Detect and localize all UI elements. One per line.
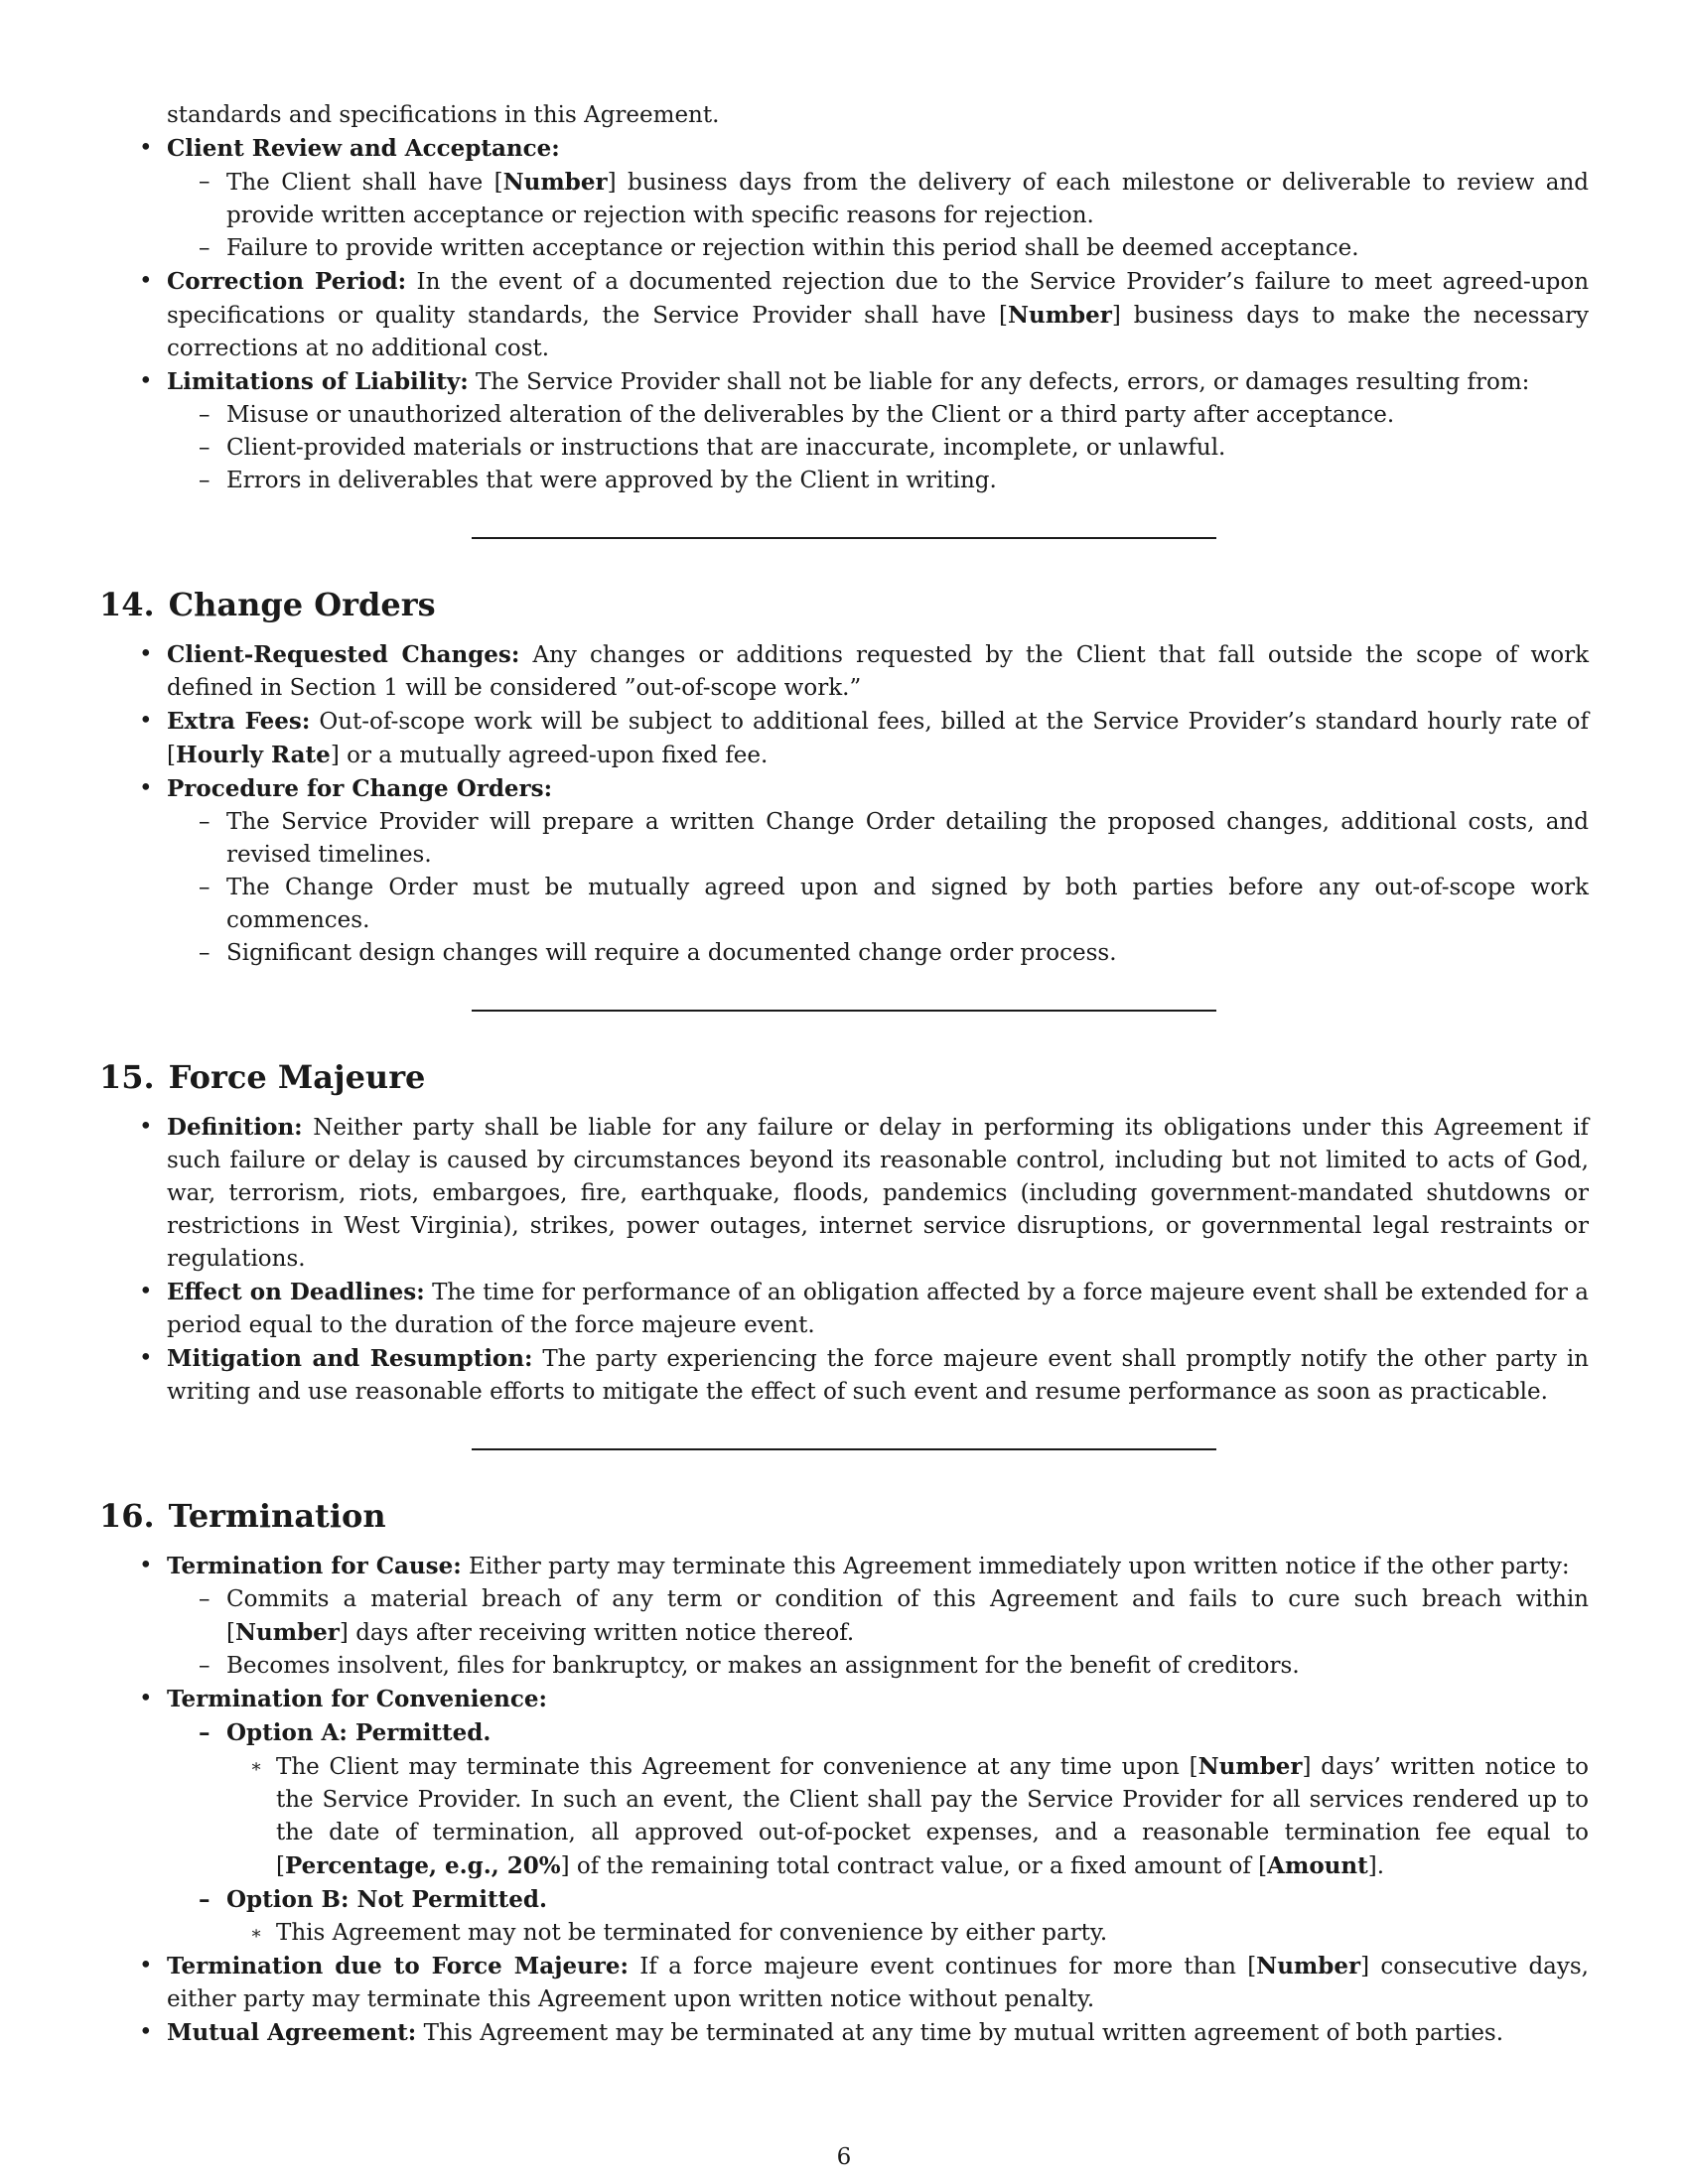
dash-icon: – [199, 1719, 211, 1746]
section-heading-termination: 16. Termination [99, 1497, 386, 1535]
sub-sub-item: ∗ The Client may terminate this Agreement for convenience at any time upon [Number] days’ written notice to the Service Provider. In such an event, the Client shall pay the Service Provider for all services rendered up to the date of termination, all approved out-of-pocket expenses, and a reasonable termination fee equal to [Percentage, e.g., 20%] of the remaining total contract value, or a fixed amount of [Amount]. [226, 1750, 1589, 1883]
sub-item: – Significant design changes will require a documented change order process. [167, 937, 1589, 970]
bullet-icon: • [139, 1345, 153, 1371]
sub-item-option-a: – Option A: Permitted. ∗ The Client may terminate this Agreement for convenience at any time upon [Number] days’ written notice to the Service Provider. In such an event, the Client shall pay the Service Provider for all services rendered up to the date of termination, all approved out-of-pocket expenses, and a reasonable termination fee equal to [Percentage, e.g., 20%] of the remaining total contract value, or a fixed amount of [Amount]. [167, 1716, 1589, 1883]
sub-item: – Errors in deliverables that were approved by the Client in writing. [167, 465, 1589, 497]
list-item-limitations: • Limitations of Liability: The Service Provider shall not be liable for any defects, errors, or damages resulting from: – Misuse or unauthorized alteration of the deliverables by the Client or a third party after acceptance. – Client-provided materials or instructions that are inaccurate, incomplete, or unlawful. – Errors in deliverables that were approved by the Client in writing. [99, 365, 1589, 497]
dash-icon: – [199, 809, 211, 835]
sub-item: – Failure to provide written acceptance or rejection within this period shall be deemed acceptance. [167, 232, 1589, 265]
list-item-client-review [99, 132, 1589, 265]
asterisk-icon: ∗ [250, 1923, 263, 1944]
item-label: Mitigation and Resumption: [167, 1345, 533, 1372]
bullet-icon: • [139, 1686, 153, 1711]
list-item-correction-period: • Correction Period: In the event of a documented rejection due to the Service Provider’s failure to meet agreed-upon specifications or quality standards, the Service Provider shall have [Number] business days to make the necessary corrections at no additional cost. [99, 265, 1589, 365]
item-label: Definition: [167, 1114, 303, 1141]
dash-icon: – [199, 1653, 211, 1679]
list-item-mitigation: • Mitigation and Resumption: The party experiencing the force majeure event shall promptly notify the other party in writing and use reasonable efforts to mitigate the effect of such event and resume performance as soon as practicable. [99, 1342, 1589, 1409]
dash-icon: – [199, 875, 211, 900]
item-label: Limitations of Liability: [167, 368, 469, 395]
sub-item: – Becomes insolvent, files for bankruptcy, or makes an assignment for the benefit of creditors. [167, 1650, 1589, 1683]
section-divider [472, 1448, 1216, 1450]
list-item-mutual-agreement: • Mutual Agreement: This Agreement may be terminated at any time by mutual written agreement of both parties. [99, 2016, 1589, 2050]
bullet-icon: • [139, 368, 153, 394]
bullet-icon: • [139, 135, 153, 161]
sub-item-option-b: – Option B: Not Permitted. ∗ This Agreement may not be terminated for convenience by either party. [167, 1883, 1589, 1950]
document-page [99, 99, 1589, 2050]
list-item-termination-cause: • Termination for Cause: Either party may terminate this Agreement immediately upon written notice if the other party: – Commits a material breach of any term or condition of this Agreement and fails to cure such breach within [Number] days after receiving written notice thereof. – Becomes insolvent, files for bankruptcy, or makes an assignment for the benefit of creditors. [99, 1550, 1589, 1683]
dash-icon: – [199, 1886, 211, 1913]
sub-item: – Client-provided materials or instructions that are inaccurate, incomplete, or unlawful. [167, 432, 1589, 465]
bullet-icon: • [139, 775, 153, 801]
section-divider [472, 537, 1216, 539]
dash-icon: – [199, 169, 211, 195]
sub-item: – Misuse or unauthorized alteration of the deliverables by the Client or a third party after acceptance. [167, 399, 1589, 432]
item-label: Client-Requested Changes: [167, 641, 520, 668]
sub-item: – The Service Provider will prepare a written Change Order detailing the proposed changes, additional costs, and revised timelines. [167, 806, 1589, 872]
item-label: Client Review and Acceptance: [167, 135, 560, 162]
bullet-icon: • [139, 268, 153, 294]
section-16-list [99, 1550, 1589, 2050]
item-label: Extra Fees: [167, 708, 311, 735]
sub-sub-item: ∗ This Agreement may not be terminated for convenience by either party. [226, 1917, 1589, 1950]
asterisk-icon: ∗ [250, 1756, 263, 1777]
dash-icon: – [199, 235, 211, 261]
bullet-icon: • [139, 1114, 153, 1140]
item-label: Effect on Deadlines: [167, 1279, 425, 1305]
bullet-icon: • [139, 708, 153, 734]
section-divider [472, 1010, 1216, 1012]
list-item-termination-force-majeure: • Termination due to Force Majeure: If a force majeure event continues for more than [Number] consecutive days, either party may terminate this Agreement upon written notice without penalty. [99, 1950, 1589, 2016]
dash-icon: – [199, 402, 211, 428]
page-number: 6 [836, 2144, 852, 2170]
list-item-procedure [99, 772, 1589, 970]
item-label: Termination for Convenience: [167, 1686, 548, 1712]
sub-item: – Commits a material breach of any term or condition of this Agreement and fails to cure such breach within [Number] days after receiving written notice thereof. [167, 1583, 1589, 1650]
dash-icon: – [199, 435, 211, 461]
bullet-icon: • [139, 1553, 153, 1578]
section-heading-force-majeure: 15. Force Majeure [99, 1058, 426, 1096]
item-label: Mutual Agreement: [167, 2019, 417, 2046]
list-item-client-changes: • Client-Requested Changes: Any changes or additions requested by the Client that fall outside the scope of work defined in Section 1 will be considered ”out-of-scope work.” [99, 638, 1589, 705]
item-label: Procedure for Change Orders: [167, 775, 553, 802]
list-item-definition: • Definition: Neither party shall be liable for any failure or delay in performing its obligations under this Agreement if such failure or delay is caused by circumstances beyond its reasonable control, including but not limited to acts of God, war, terrorism, riots, embargoes, fire, earthquake, floods, pandemics (including government-mandated shutdowns or restrictions in West Virginia), strikes, power outages, internet service disruptions, or governmental legal restraints or regulations. [99, 1111, 1589, 1276]
section-13-list [99, 132, 1589, 497]
item-label: Termination for Cause: [167, 1553, 462, 1579]
item-label: Termination due to Force Majeure: [167, 1953, 630, 1979]
list-item-deadlines: • Effect on Deadlines: The time for performance of an obligation affected by a force majeure event shall be extended for a period equal to the duration of the force majeure event. [99, 1276, 1589, 1342]
list-item-extra-fees: • Extra Fees: Out-of-scope work will be subject to additional fees, billed at the Service Provider’s standard hourly rate of [Hourly Rate] or a mutually agreed-upon fixed fee. [99, 705, 1589, 772]
list-item-termination-convenience [99, 1683, 1589, 1950]
bullet-icon: • [139, 1953, 153, 1979]
sub-item: – The Client shall have [Number] business days from the delivery of each milestone or deliverable to review and provide written acceptance or rejection with specific reasons for rejection. [167, 166, 1589, 232]
bullet-icon: • [139, 1279, 153, 1304]
continuation-text: standards and specifications in this Agreement. [167, 102, 720, 128]
section-15-list [99, 1111, 1589, 1409]
item-label: Correction Period: [167, 268, 407, 295]
bullet-icon: • [139, 2019, 153, 2045]
sub-item: – The Change Order must be mutually agreed upon and signed by both parties before any out-of-scope work commences. [167, 872, 1589, 937]
dash-icon: – [199, 940, 211, 966]
bullet-icon: • [139, 641, 153, 667]
dash-icon: – [199, 1586, 211, 1612]
section-heading-change-orders: 14. Change Orders [99, 586, 436, 623]
dash-icon: – [199, 468, 211, 493]
section-14-list [99, 638, 1589, 970]
